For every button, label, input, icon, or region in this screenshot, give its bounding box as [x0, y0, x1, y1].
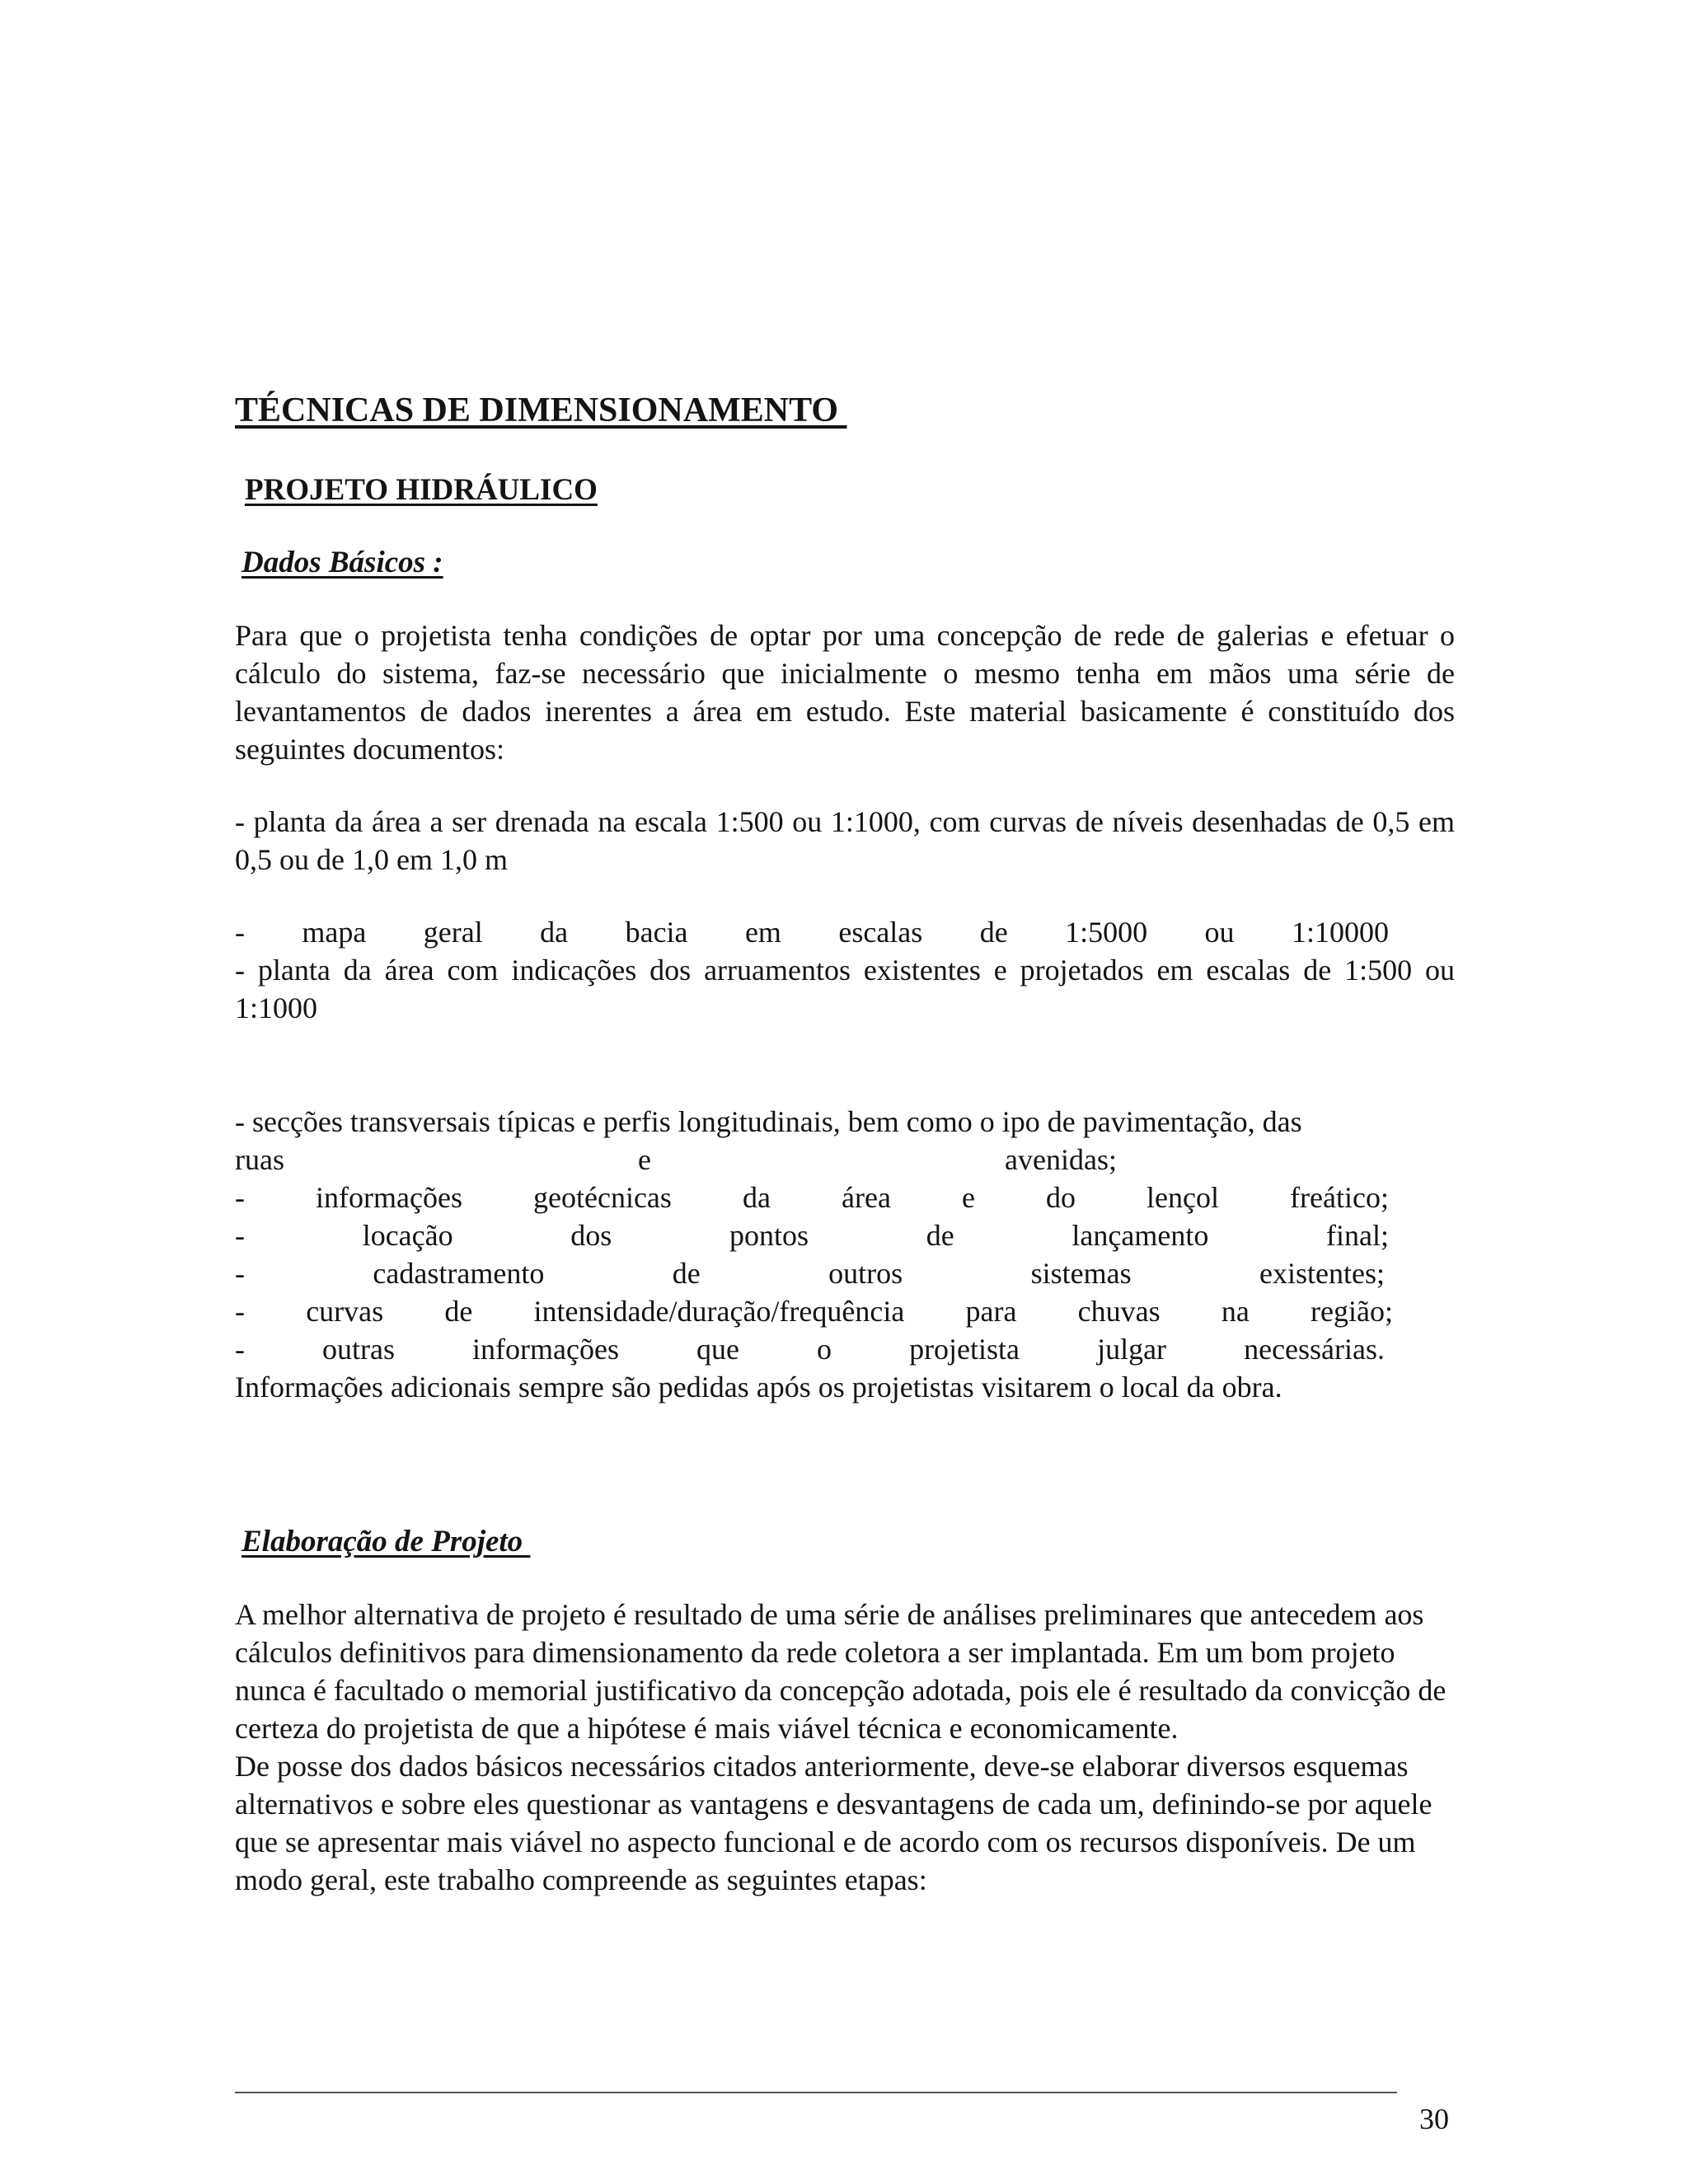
spacer: [235, 1027, 1455, 1103]
page-number: 30: [1419, 2102, 1449, 2135]
list-item-seccoes: - secções transversais típicas e perfis longitudinais, bem como o ipo de pavimentação, das: [235, 1105, 1302, 1138]
spacer: [235, 768, 1455, 803]
spacer: [235, 1406, 1455, 1521]
list-item-planta-escala: - planta da área a ser drenada na escala 1:500 ou 1:1000, com curvas de níveis desenhadas de 0,5 em 0,5 ou de 1,0 em 1,0 m: [235, 805, 1455, 876]
spacer: [235, 879, 1455, 913]
dados-basicos-heading: Dados Básicos :: [241, 546, 443, 579]
list-item-outras: - outras informações que o projetista julgar necessárias.: [235, 1333, 1385, 1366]
list-item-cadastramento: - cadastramento de outros sistemas existentes;: [235, 1257, 1385, 1290]
list-item-curvas: - curvas de intensidade/duração/frequência para chuvas na região;: [235, 1295, 1393, 1328]
page-content: [235, 387, 1455, 1899]
elaboracao-paragraph-2: De posse dos dados básicos necessários citados anteriormente, deve-se elaborar diversos esquemas alternativos e sobre eles questionar as vantagens e desvantagens de cada um, definindo-se por aquele que se apresentar mais viável no aspecto funcional e de acordo com os recursos disponíveis. De um modo geral, este trabalho compreende as seguintes etapas:: [235, 1750, 1432, 1896]
dados-basicos-closing: Informações adicionais sempre são pedidas após os projetistas visitarem o local da obra.: [235, 1371, 1282, 1404]
list-item-geotecnicas: - informações geotécnicas da área e do lençol freático;: [235, 1181, 1389, 1214]
section-title: PROJETO HIDRÁULICO: [245, 473, 598, 507]
list-item-mapa: - mapa geral da bacia em escalas de 1:5000 ou 1:10000: [235, 916, 1389, 949]
list-item-locacao: - locação dos pontos de lançamento final;: [235, 1219, 1389, 1252]
dados-basicos-intro: Para que o projetista tenha condições de optar por uma concepção de rede de galerias e efetuar o cálculo do sistema, faz-se necessário que inicialmente o mesmo tenha em mãos uma série de levantamentos de dados inerentes a área em estudo. Este material basicamente é constituído dos seguintes documentos:: [235, 619, 1455, 766]
elaboracao-heading: Elaboração de Projeto: [241, 1525, 531, 1558]
elaboracao-paragraph-1: A melhor alternativa de projeto é resultado de uma série de análises preliminares que antecedem aos cálculos definitivos para dimensionamento da rede coletora a ser implantada. Em um bom projeto nunca é facultado o memorial justificativo da concepção adotada, pois ele é resultado da convicção de certeza do projetista de que a hipótese é mais viável técnica e economicamente.: [235, 1598, 1447, 1745]
list-item-seccoes-continued: ruas e avenidas;: [235, 1143, 1117, 1176]
document-title: TÉCNICAS DE DIMENSIONAMENTO: [235, 391, 847, 429]
footer-divider: [235, 2092, 1397, 2093]
list-item-planta-arruamentos: - planta da área com indicações dos arruamentos existentes e projetados em escalas de 1:500 ou 1:1000: [235, 954, 1455, 1024]
